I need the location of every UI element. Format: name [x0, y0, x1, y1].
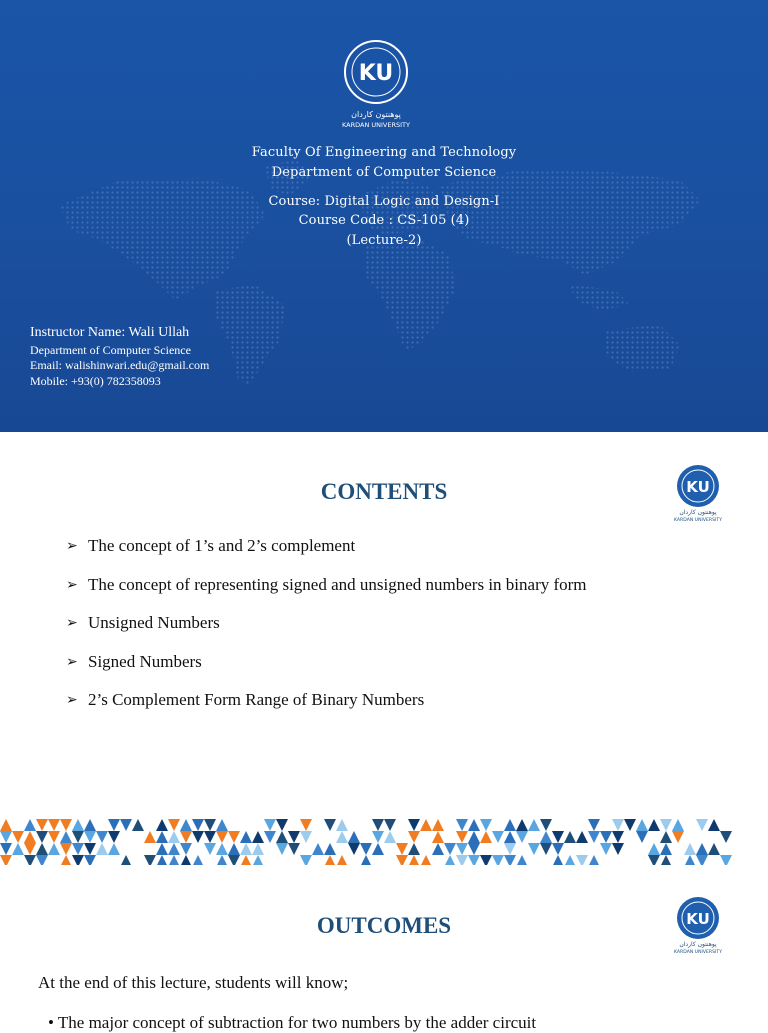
faculty-name: Faculty Of Engineering and Technology [251, 145, 517, 160]
pattern-triangle [192, 819, 204, 831]
pattern-triangle [588, 819, 600, 831]
pattern-triangle [72, 843, 84, 855]
pattern-triangle [600, 843, 612, 855]
pattern-triangle [156, 819, 168, 831]
outcomes-title: OUTCOMES [316, 913, 452, 938]
pattern-triangle [24, 831, 36, 843]
svg-text:KARDAN UNIVERSITY: KARDAN UNIVERSITY [673, 518, 723, 523]
kardan-university-logo-small [667, 462, 729, 524]
pattern-triangle [48, 843, 60, 855]
pattern-triangle [168, 831, 180, 843]
arrow-bullet-icon: ➢ [66, 693, 78, 708]
pattern-triangle [468, 843, 480, 855]
pattern-triangle [432, 819, 444, 831]
pattern-triangle [228, 843, 240, 855]
pattern-triangle [360, 843, 372, 855]
pattern-triangle [468, 831, 480, 843]
pattern-triangle [324, 831, 336, 843]
pattern-triangle [240, 843, 252, 855]
pattern-triangle [60, 855, 72, 865]
pattern-triangle [528, 843, 540, 855]
pattern-triangle [180, 819, 192, 831]
pattern-triangle [480, 831, 492, 843]
pattern-triangle [540, 819, 552, 831]
pattern-triangle [300, 855, 312, 865]
pattern-triangle [444, 843, 456, 855]
pattern-triangle [516, 855, 528, 865]
pattern-triangle [180, 843, 192, 855]
list-item: ➢ The concept of 1’s and 2’s complement [66, 536, 356, 555]
pattern-triangle [192, 831, 204, 843]
pattern-triangle [72, 831, 84, 843]
pattern-triangle [228, 819, 240, 831]
pattern-triangle [636, 819, 648, 831]
pattern-triangle [504, 855, 516, 865]
course-name: Course: Digital Logic and Design-I [268, 194, 500, 209]
pattern-triangle [660, 843, 672, 855]
pattern-triangle [420, 855, 432, 865]
pattern-triangle [444, 819, 456, 831]
pattern-triangle [24, 819, 36, 831]
pattern-triangle [12, 843, 24, 855]
pattern-triangle [84, 819, 96, 831]
pattern-triangle [720, 831, 732, 843]
pattern-triangle [516, 831, 528, 843]
pattern-triangle [648, 843, 660, 855]
pattern-triangle [264, 843, 276, 855]
pattern-triangle [456, 831, 468, 843]
pattern-triangle [156, 831, 168, 843]
pattern-triangle [720, 843, 732, 855]
pattern-triangle [96, 843, 108, 855]
pattern-triangle [552, 843, 564, 855]
pattern-triangle [660, 831, 672, 843]
pattern-triangle [672, 831, 684, 843]
pattern-triangle [288, 843, 300, 855]
pattern-triangle [600, 855, 612, 865]
pattern-triangle [60, 819, 72, 831]
pattern-triangle [72, 855, 84, 865]
list-item: ➢ The concept of representing signed and unsigned numbers in binary form [66, 574, 587, 594]
pattern-triangle [60, 831, 72, 843]
svg-text:KARDAN UNIVERSITY: KARDAN UNIVERSITY [342, 121, 410, 129]
pattern-triangle [168, 855, 180, 865]
list-item: ➢ Unsigned Numbers [66, 613, 220, 632]
department-name: Department of Computer Science [271, 165, 497, 180]
pattern-triangle [432, 843, 444, 855]
pattern-triangle [24, 855, 36, 865]
pattern-triangle [708, 843, 720, 855]
svg-text:KU: KU [358, 61, 394, 86]
pattern-triangle [360, 855, 372, 865]
list-item: ➢ 2’s Complement Form Range of Binary Numbers [66, 690, 425, 709]
pattern-triangle [396, 855, 408, 865]
pattern-triangle [144, 855, 156, 865]
pattern-triangle [228, 855, 240, 865]
pattern-triangle [564, 855, 576, 865]
pattern-triangle [84, 843, 96, 855]
pattern-triangle [204, 831, 216, 843]
pattern-triangle [348, 843, 360, 855]
pattern-triangle [312, 831, 324, 843]
pattern-triangle [36, 831, 48, 843]
svg-text:KU: KU [686, 910, 710, 928]
decorative-pattern-band [0, 815, 768, 865]
list-item: ➢ Signed Numbers [66, 651, 202, 671]
pattern-triangle [144, 831, 156, 843]
pattern-triangle [528, 819, 540, 831]
pattern-triangle [0, 843, 12, 855]
arrow-bullet-icon: ➢ [66, 616, 78, 631]
pattern-triangle [48, 831, 60, 843]
pattern-triangle [492, 855, 504, 865]
pattern-triangle [720, 855, 732, 865]
contents-title: CONTENTS [320, 479, 448, 504]
pattern-triangle [516, 819, 528, 831]
pattern-triangle [540, 831, 552, 843]
pattern-triangle [72, 819, 84, 831]
pattern-triangle [12, 831, 24, 843]
pattern-triangle [0, 819, 12, 831]
pattern-triangle [108, 819, 120, 831]
pattern-triangle [552, 831, 564, 843]
pattern-triangle [156, 855, 168, 865]
pattern-triangle [168, 819, 180, 831]
pattern-triangle [636, 831, 648, 843]
contents-slide [0, 432, 768, 800]
pattern-triangle [660, 855, 672, 865]
pattern-triangle [696, 855, 708, 865]
pattern-triangle [492, 831, 504, 843]
pattern-triangle [276, 819, 288, 831]
pattern-triangle [612, 819, 624, 831]
pattern-triangle [612, 831, 624, 843]
pattern-triangle [324, 843, 336, 855]
pattern-triangle [300, 831, 312, 843]
outcomes-intro: At the end of this lecture, students will know; [38, 973, 349, 992]
instructor-email: Email: walishinwari.edu@gmail.com [30, 358, 210, 372]
pattern-triangle [564, 831, 576, 843]
pattern-triangle [348, 831, 360, 843]
pattern-triangle [696, 831, 708, 843]
pattern-triangle [444, 855, 456, 865]
pattern-triangle [276, 843, 288, 855]
pattern-triangle [504, 831, 516, 843]
svg-text:پوهنتون کاردان: پوهنتون کاردان [679, 509, 717, 516]
pattern-triangle [516, 843, 528, 855]
instructor-name: Instructor Name: Wali Ullah [30, 325, 190, 340]
pattern-triangle [528, 831, 540, 843]
course-code: Course Code : CS-105 (4) [298, 213, 470, 228]
pattern-triangle [168, 843, 180, 855]
pattern-triangle [552, 855, 564, 865]
pattern-triangle [372, 843, 384, 855]
pattern-triangle [540, 843, 552, 855]
pattern-triangle [84, 855, 96, 865]
pattern-triangle [156, 843, 168, 855]
pattern-triangle [504, 843, 516, 855]
instructor-department: Department of Computer Science [30, 343, 191, 357]
pattern-triangle [588, 855, 600, 865]
pattern-triangle [180, 831, 192, 843]
pattern-triangle [216, 843, 228, 855]
pattern-triangle [264, 831, 276, 843]
pattern-triangle [612, 843, 624, 855]
pattern-triangle [264, 819, 276, 831]
pattern-triangle [456, 819, 468, 831]
pattern-triangle [108, 831, 120, 843]
pattern-triangle [648, 855, 660, 865]
pattern-triangle [276, 855, 288, 865]
svg-text:پوهنتون کاردان: پوهنتون کاردان [351, 110, 401, 119]
pattern-triangle [144, 843, 156, 855]
pattern-triangle [24, 843, 36, 855]
pattern-triangle [204, 819, 216, 831]
pattern-triangle [420, 831, 432, 843]
pattern-triangle [420, 819, 432, 831]
pattern-triangle [192, 843, 204, 855]
pattern-triangle [324, 855, 336, 865]
pattern-triangle [216, 819, 228, 831]
pattern-triangle [684, 843, 696, 855]
pattern-triangle [588, 831, 600, 843]
pattern-triangle [396, 843, 408, 855]
pattern-triangle [468, 855, 480, 865]
arrow-bullet-icon: ➢ [66, 539, 78, 554]
pattern-triangle [456, 855, 468, 865]
outcomes-slide [0, 866, 768, 1032]
pattern-triangle [252, 831, 264, 843]
pattern-triangle [384, 819, 396, 831]
pattern-triangle [36, 855, 48, 865]
pattern-triangle [408, 831, 420, 843]
title-slide [0, 0, 768, 432]
lecture-number: (Lecture-2) [346, 233, 422, 248]
pattern-triangle [456, 843, 468, 855]
pattern-triangle [480, 855, 492, 865]
pattern-triangle [708, 819, 720, 831]
pattern-triangle [696, 819, 708, 831]
pattern-triangle [432, 831, 444, 843]
pattern-triangle [312, 819, 324, 831]
pattern-triangle [648, 819, 660, 831]
pattern-triangle [336, 855, 348, 865]
pattern-triangle [684, 855, 696, 865]
pattern-triangle [120, 819, 132, 831]
pattern-triangle [372, 831, 384, 843]
pattern-triangle [192, 855, 204, 865]
outcome-bullet: • The major concept of subtraction for two numbers by the adder circuit [48, 1013, 537, 1032]
svg-text:پوهنتون کاردان: پوهنتون کاردان [679, 941, 717, 948]
pattern-triangle [336, 831, 348, 843]
pattern-triangle [624, 819, 636, 831]
pattern-triangle [36, 819, 48, 831]
pattern-triangle [96, 855, 108, 865]
pattern-triangle [384, 831, 396, 843]
pattern-triangle [408, 855, 420, 865]
pattern-triangle [240, 855, 252, 865]
contents-list [66, 536, 587, 729]
pattern-triangle [480, 819, 492, 831]
pattern-triangle [708, 855, 720, 865]
pattern-triangle [648, 831, 660, 843]
pattern-triangle [120, 855, 132, 865]
pattern-triangle [180, 855, 192, 865]
pattern-triangle [576, 831, 588, 843]
pattern-triangle [468, 819, 480, 831]
pattern-triangle [216, 831, 228, 843]
pattern-triangle [312, 843, 324, 855]
pattern-triangle [48, 819, 60, 831]
pattern-triangle [0, 855, 12, 865]
pattern-triangle [36, 843, 48, 855]
pattern-triangle [636, 843, 648, 855]
pattern-triangle [228, 831, 240, 843]
kardan-university-logo-small [667, 894, 729, 956]
pattern-triangle [252, 843, 264, 855]
pattern-triangle [276, 831, 288, 843]
pattern-triangle [576, 855, 588, 865]
pattern-triangle [0, 831, 12, 843]
pattern-triangle [108, 843, 120, 855]
pattern-triangle [552, 819, 564, 831]
pattern-triangle [672, 819, 684, 831]
pattern-triangle [600, 831, 612, 843]
pattern-triangle [660, 819, 672, 831]
pattern-triangle [360, 831, 372, 843]
pattern-triangle [288, 831, 300, 843]
pattern-triangle [504, 819, 516, 831]
pattern-triangle [408, 843, 420, 855]
arrow-bullet-icon: ➢ [66, 654, 78, 670]
pattern-triangle [372, 819, 384, 831]
pattern-triangle [96, 831, 108, 843]
pattern-triangle [324, 819, 336, 831]
kardan-university-logo [331, 36, 421, 130]
pattern-triangle [300, 819, 312, 831]
svg-text:KARDAN UNIVERSITY: KARDAN UNIVERSITY [673, 950, 723, 955]
pattern-triangle [240, 831, 252, 843]
pattern-triangle [252, 855, 264, 865]
pattern-triangle [132, 819, 144, 831]
pattern-triangle [696, 843, 708, 855]
pattern-triangle [216, 855, 228, 865]
pattern-triangle [360, 819, 372, 831]
instructor-mobile: Mobile: +93(0) 782358093 [30, 374, 161, 388]
pattern-triangle [336, 819, 348, 831]
pattern-triangle [408, 819, 420, 831]
pattern-triangle [624, 843, 636, 855]
pattern-triangle [60, 843, 72, 855]
svg-text:KU: KU [686, 478, 710, 496]
arrow-bullet-icon: ➢ [66, 577, 78, 593]
pattern-triangle [540, 855, 552, 865]
pattern-triangle [204, 843, 216, 855]
pattern-triangle [84, 831, 96, 843]
